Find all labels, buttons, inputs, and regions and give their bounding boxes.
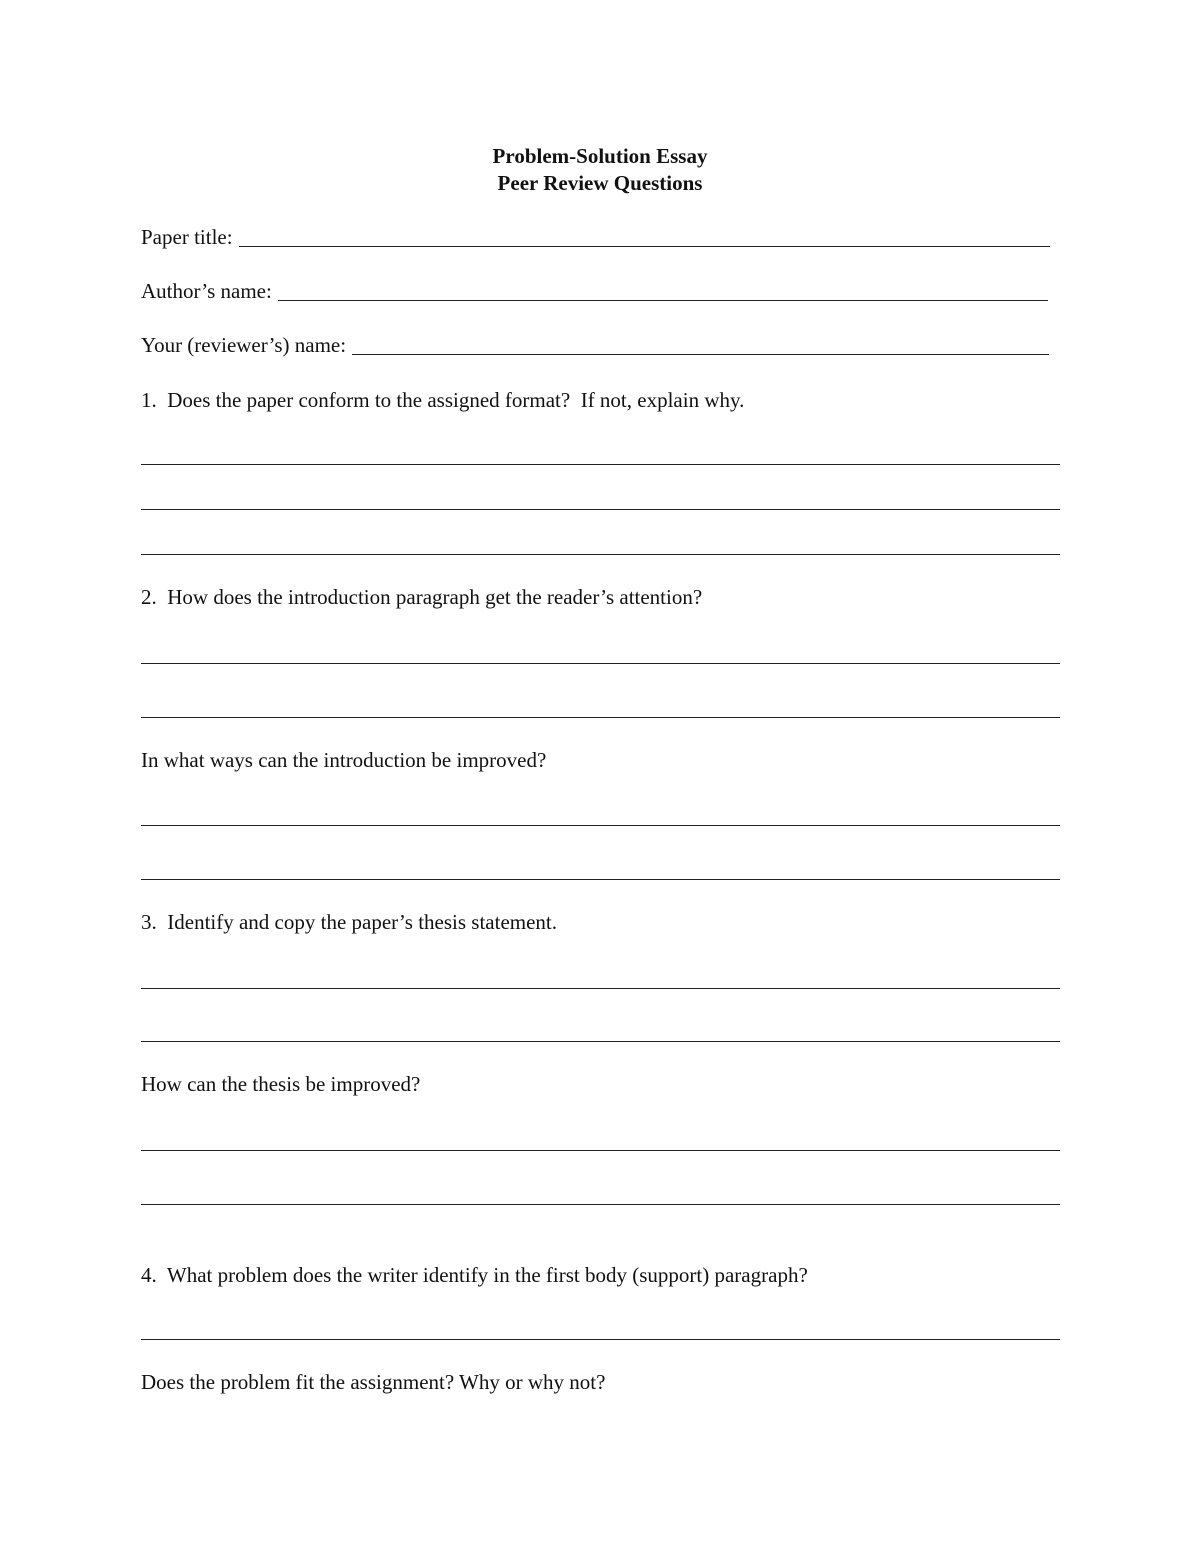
answer-line[interactable] xyxy=(141,825,1060,826)
answer-line[interactable] xyxy=(141,879,1060,880)
reviewer-name-label: Your (reviewer’s) name: xyxy=(141,333,347,357)
paper-title-field xyxy=(141,222,1050,250)
answer-line[interactable] xyxy=(141,1339,1060,1340)
answer-line[interactable] xyxy=(141,1041,1060,1042)
answer-line[interactable] xyxy=(141,663,1060,664)
answer-line[interactable] xyxy=(141,509,1060,510)
answer-line[interactable] xyxy=(141,464,1060,465)
answer-line[interactable] xyxy=(141,1150,1060,1151)
reviewer-name-blank[interactable] xyxy=(352,334,1049,355)
question-4: 4. What problem does the writer identify in the first body (support) paragraph? xyxy=(141,1263,808,1287)
paper-title-label: Paper title: xyxy=(141,225,233,249)
document-title: Problem-Solution Essay xyxy=(492,144,708,168)
question-3: 3. Identify and copy the paper’s thesis statement. xyxy=(141,910,558,934)
reviewer-name-field xyxy=(141,330,1049,358)
answer-line[interactable] xyxy=(141,554,1060,555)
answer-line[interactable] xyxy=(141,988,1060,989)
paper-title-blank[interactable] xyxy=(239,226,1050,247)
question-3-followup: How can the thesis be improved? xyxy=(141,1072,421,1096)
answer-line[interactable] xyxy=(141,717,1060,718)
question-2-followup: In what ways can the introduction be improved? xyxy=(141,748,547,772)
author-name-field xyxy=(141,276,1048,304)
question-1: 1. Does the paper conform to the assigned format? If not, explain why. xyxy=(141,388,745,412)
document-subtitle: Peer Review Questions xyxy=(497,171,703,195)
question-2: 2. How does the introduction paragraph get the reader’s attention? xyxy=(141,585,703,609)
question-4-followup: Does the problem fit the assignment? Why or why not? xyxy=(141,1370,606,1394)
answer-line[interactable] xyxy=(141,1204,1060,1205)
author-name-label: Author’s name: xyxy=(141,279,272,303)
author-name-blank[interactable] xyxy=(278,280,1048,301)
